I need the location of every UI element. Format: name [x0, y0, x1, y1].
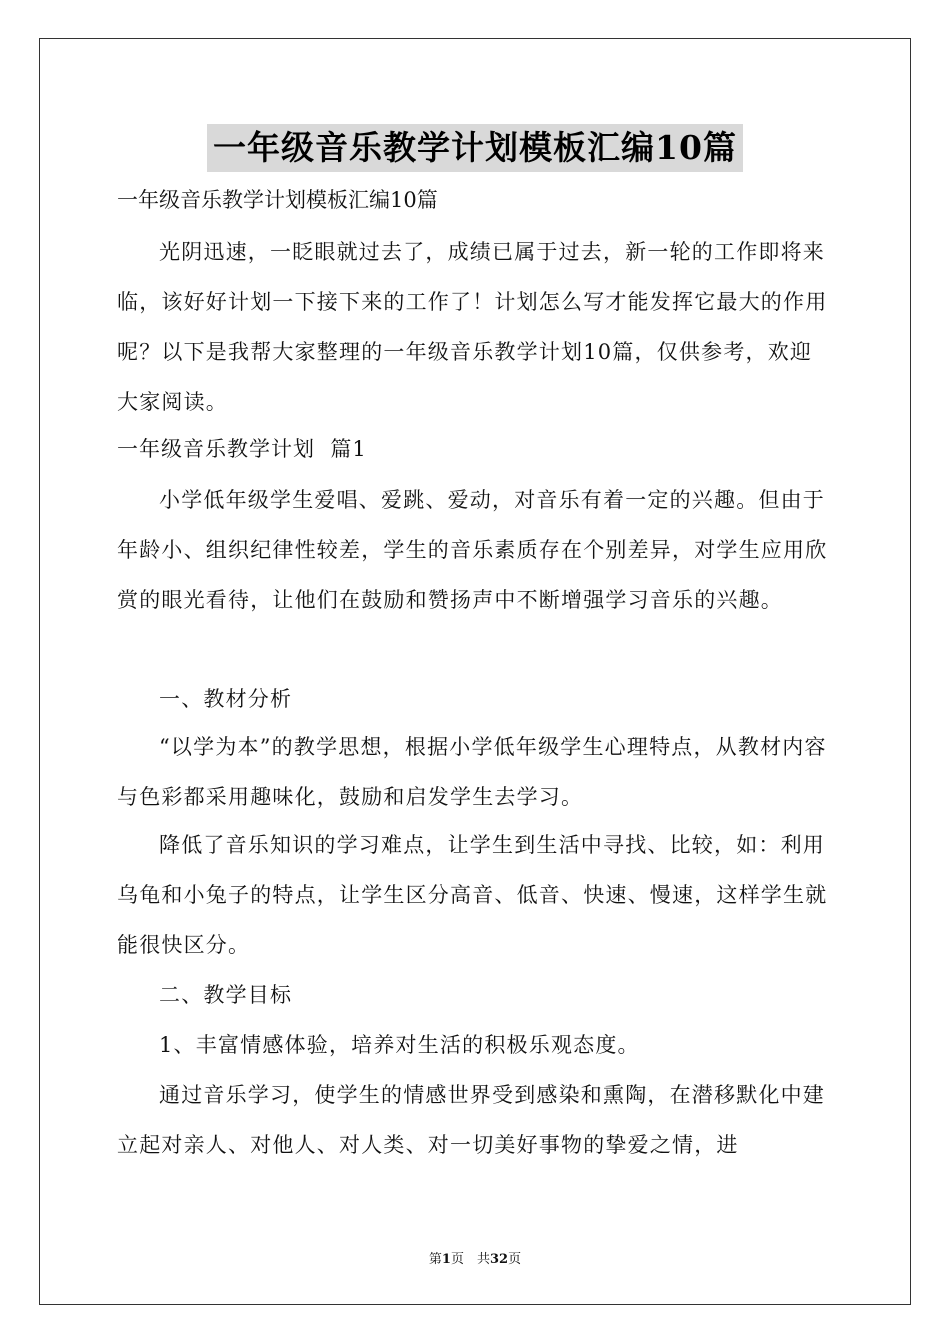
page-total: 32: [489, 1252, 509, 1267]
page-number: 1: [441, 1252, 451, 1267]
section-title: 一年级音乐教学计划 篇1: [117, 437, 367, 461]
heading-teaching-goals: 二、教学目标: [159, 983, 293, 1007]
document-title: 一年级音乐教学计划模板汇编10篇: [207, 124, 743, 172]
footer-mid: 页 共: [450, 1252, 490, 1267]
intro-paragraph: 光阴迅速，一眨眼就过去了，成绩已属于过去，新一轮的工作即将来临，该好好计划一下接下来的工作了！计划怎么写才能发挥它最大的作用呢？以下是我帮大家整理的一年级音乐教学计划10篇，仅供参考，欢迎大家阅读。: [117, 240, 828, 414]
goal-paragraph: 通过音乐学习，使学生的情感世界受到感染和熏陶，在潜移默化中建立起对亲人、对他人、对人类、对一切美好事物的挚爱之情，进: [117, 1083, 825, 1157]
page-footer: [0, 1248, 950, 1267]
goal-item-1: 1、丰富情感体验，培养对生活的积极乐观态度。: [159, 1033, 640, 1057]
footer-suffix: 页: [508, 1252, 522, 1267]
footer-prefix: 第: [428, 1252, 442, 1267]
paragraph-textbook: “以学为本”的教学思想，根据小学低年级学生心理特点，从教材内容与色彩都采用趣味化，鼓励和启发学生去学习。: [117, 735, 827, 809]
section-paragraph: 小学低年级学生爱唱、爱跳、爱动，对音乐有着一定的兴趣。但由于年龄小、组织纪律性较差，学生的音乐素质存在个别差异，对学生应用欣赏的眼光看待，让他们在鼓励和赞扬声中不断增强学习音乐的兴趣。: [117, 488, 828, 612]
paragraph-difficulty: 降低了音乐知识的学习难点，让学生到生活中寻找、比较，如：利用乌龟和小兔子的特点，让学生区分高音、低音、快速、慢速，这样学生就能很快区分。: [117, 833, 828, 957]
title-container: [0, 124, 950, 172]
document-subtitle: 一年级音乐教学计划模板汇编10篇: [117, 188, 438, 212]
heading-textbook-analysis: 一、教材分析: [159, 687, 293, 711]
